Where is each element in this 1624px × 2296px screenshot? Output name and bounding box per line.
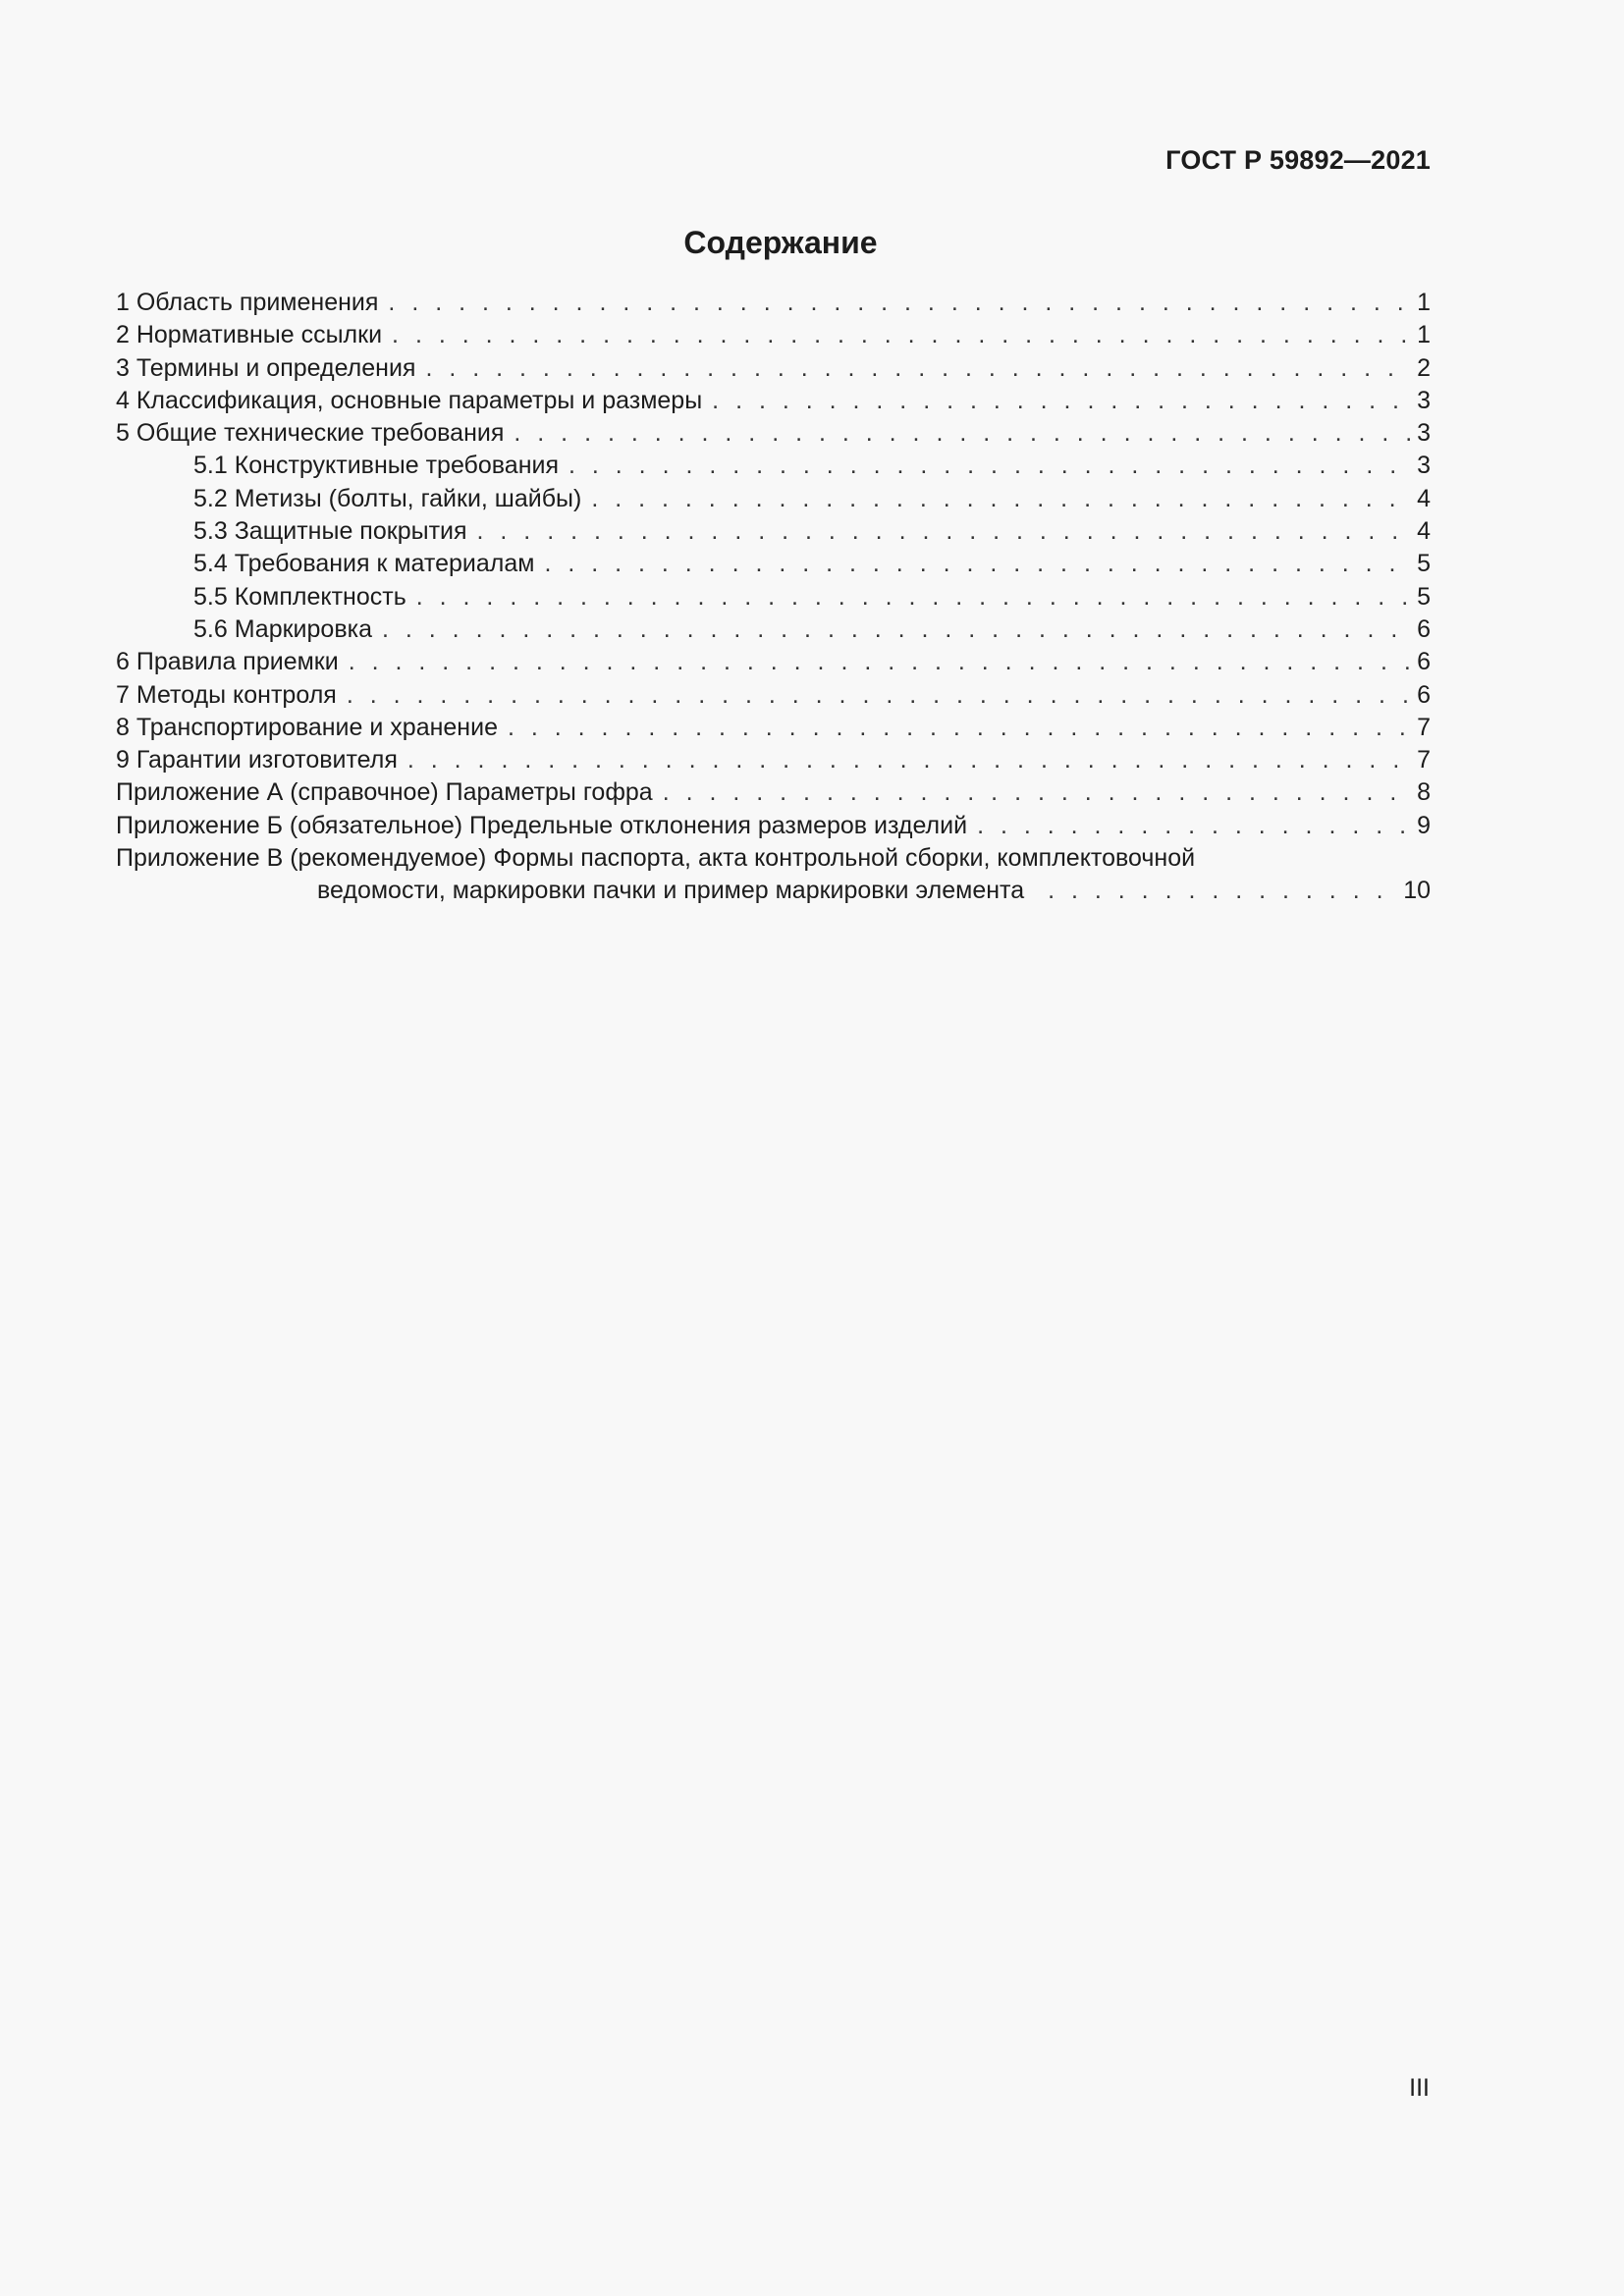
table-of-contents bbox=[116, 287, 1431, 908]
toc-entry-label: Приложение А (справочное) Параметры гофра bbox=[116, 778, 653, 807]
page-number: III bbox=[1409, 2074, 1430, 2102]
toc-entry-label: 4 Классификация, основные параметры и размеры bbox=[116, 386, 703, 414]
toc-entry-page: 4 bbox=[1417, 517, 1431, 546]
toc-entry-page: 8 bbox=[1417, 778, 1431, 807]
leader-dots bbox=[967, 810, 1413, 842]
toc-entry-page: 3 bbox=[1417, 419, 1431, 448]
leader-dots bbox=[415, 352, 1413, 385]
leader-dots bbox=[702, 385, 1413, 417]
toc-entry-4[interactable] bbox=[116, 385, 1431, 417]
toc-entry-label: 5.6 Маркировка bbox=[193, 614, 372, 643]
toc-entry-6[interactable] bbox=[116, 646, 1431, 678]
toc-entry-5-3[interactable] bbox=[116, 515, 1431, 548]
toc-entry-5-5[interactable] bbox=[116, 581, 1431, 614]
leader-dots bbox=[398, 744, 1413, 776]
toc-entry-label: 3 Термины и определения bbox=[116, 353, 416, 382]
toc-entry-3[interactable] bbox=[116, 352, 1431, 385]
toc-entry-page: 5 bbox=[1417, 550, 1431, 578]
toc-entry-label: 5.2 Метизы (болты, гайки, шайбы) bbox=[193, 484, 582, 512]
toc-entry-label: 5.3 Защитные покрытия bbox=[193, 517, 467, 546]
toc-entry-appendix-b[interactable] bbox=[116, 810, 1431, 842]
toc-entry-5-1[interactable] bbox=[116, 450, 1431, 482]
leader-dots bbox=[467, 515, 1414, 548]
leader-dots bbox=[382, 319, 1413, 351]
toc-entry-7[interactable] bbox=[116, 679, 1431, 712]
toc-entry-1[interactable] bbox=[116, 287, 1431, 319]
toc-entry-5-2[interactable] bbox=[116, 483, 1431, 515]
toc-entry-page: 6 bbox=[1417, 680, 1431, 709]
toc-entry-continuation-line bbox=[116, 875, 1431, 907]
toc-entry-label: 5.1 Конструктивные требования bbox=[193, 452, 559, 480]
leader-dots bbox=[372, 614, 1413, 646]
toc-entry-page: 3 bbox=[1417, 452, 1431, 480]
toc-entry-page: 7 bbox=[1417, 746, 1431, 774]
toc-entry-5[interactable] bbox=[116, 417, 1431, 450]
toc-entry-page: 9 bbox=[1417, 811, 1431, 839]
toc-entry-appendix-a[interactable] bbox=[116, 776, 1431, 809]
toc-entry-5-6[interactable] bbox=[116, 614, 1431, 646]
toc-entry-8[interactable] bbox=[116, 712, 1431, 744]
toc-entry-label: 9 Гарантии изготовителя bbox=[116, 746, 398, 774]
toc-entry-page: 10 bbox=[1403, 877, 1431, 905]
leader-dots bbox=[406, 581, 1413, 614]
leader-dots bbox=[498, 712, 1413, 744]
document-code: ГОСТ Р 59892—2021 bbox=[1165, 145, 1431, 175]
toc-entry-label: 6 Правила приемки bbox=[116, 648, 339, 676]
toc-entry-page: 1 bbox=[1417, 321, 1431, 349]
toc-entry-label: 1 Область применения bbox=[116, 289, 379, 316]
toc-entry-label: Приложение Б (обязательное) Предельные отклонения размеров изделий bbox=[116, 811, 968, 839]
leader-dots bbox=[653, 776, 1413, 809]
leader-dots bbox=[378, 287, 1413, 319]
leader-dots bbox=[1024, 875, 1399, 907]
leader-dots bbox=[339, 646, 1413, 678]
toc-entry-label: 8 Транспортирование и хранение bbox=[116, 713, 498, 741]
toc-entry-first-line bbox=[116, 842, 1431, 875]
toc-entry-page: 7 bbox=[1417, 713, 1431, 741]
toc-entry-page: 6 bbox=[1417, 614, 1431, 643]
toc-entry-label: 5.5 Комплектность bbox=[193, 582, 406, 611]
leader-dots bbox=[559, 450, 1413, 482]
toc-entry-label-continuation: ведомости, маркировки пачки и пример маркировки элемента bbox=[317, 877, 1025, 905]
toc-entry-2[interactable] bbox=[116, 319, 1431, 351]
toc-entry-page: 4 bbox=[1417, 484, 1431, 512]
leader-dots bbox=[581, 483, 1413, 515]
leader-dots bbox=[534, 548, 1413, 580]
toc-entry-page: 2 bbox=[1417, 353, 1431, 382]
toc-entry-label: 7 Методы контроля bbox=[116, 680, 337, 709]
toc-entry-page: 3 bbox=[1417, 386, 1431, 414]
toc-entry-page: 6 bbox=[1417, 648, 1431, 676]
toc-entry-label: 5 Общие технические требования bbox=[116, 419, 505, 448]
toc-entry-label: 5.4 Требования к материалам bbox=[193, 550, 535, 578]
toc-entry-label: 2 Нормативные ссылки bbox=[116, 321, 383, 349]
toc-entry-page: 5 bbox=[1417, 582, 1431, 611]
toc-entry-5-4[interactable] bbox=[116, 548, 1431, 580]
toc-entry-page: 1 bbox=[1417, 289, 1431, 316]
toc-entry-9[interactable] bbox=[116, 744, 1431, 776]
toc-entry-label: Приложение В (рекомендуемое) Формы паспорта, акта контрольной сборки, комплектовочной bbox=[116, 844, 1196, 873]
leader-dots bbox=[504, 417, 1413, 450]
leader-dots bbox=[337, 679, 1413, 712]
page-title: Содержание bbox=[683, 225, 878, 260]
toc-entry-appendix-v[interactable] bbox=[116, 842, 1431, 908]
